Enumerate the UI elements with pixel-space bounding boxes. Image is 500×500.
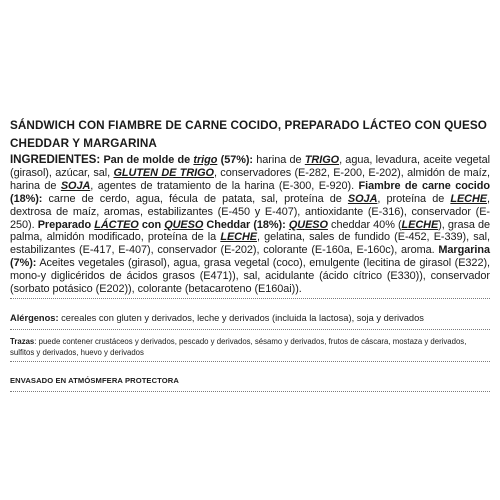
allergens-text: cereales con gluten y derivados, leche y derivados (incluida la lactosa), soja y derivados [58,313,424,323]
traces-label: Trazas [10,337,35,346]
meat-text-2: , proteína de [377,192,451,205]
divider [10,298,490,299]
allergen-gluten-de-trigo: GLUTEN DE TRIGO [113,166,214,179]
allergen-trigo-name: trigo [193,154,218,166]
allergen-trigo: TRIGO [304,154,340,166]
traces-text: : puede contener crustáceos y derivados, pescado y derivados, sésamo y derivados, frutos de cáscara, mostaza y derivados, sulfitos y derivados, huevo y derivados [10,337,467,357]
meat-name: Fiambre de carne cocido (18%): [10,179,490,205]
packaging-note: ENVASADO EN ATMÓSMFERA PROTECTORA [10,376,179,385]
meat-text-1: carne de cerdo, agua, fécula de patata, sal, proteína de [42,192,348,205]
bread-text-2: , agua, levadura, aceite vegetal (girasol), azúcar, sal, [10,154,490,179]
dairy-name-text: Preparado [37,218,95,231]
ingredients-header: INGREDIENTES: [10,153,101,166]
divider [10,361,490,362]
bread-text-1: harina de [253,154,305,166]
bread-name [103,154,253,166]
dairy-name-con: con [138,218,165,231]
allergen-soja-meat: SOJA [347,192,378,205]
bread-text-3: , conservadores (E-282, E-200, E-202), almidón de maíz, harina de [10,166,490,192]
margarine-name: Margarina (7%): [10,244,490,270]
bread-name-text: Pan de molde de [103,154,194,166]
bread-name-pct: (57%): [217,154,254,166]
allergen-leche-meat: LECHE [450,192,488,205]
allergens-section [10,312,490,324]
ingredients-section [10,154,490,296]
allergen-lacteo: LÁCTEO [94,218,139,231]
product-title: SÁNDWICH CON FIAMBRE DE CARNE COCIDO, PREPARADO LÁCTEO CON QUESO CHEDDAR Y MARGARINA [10,119,487,150]
allergen-queso: QUESO [288,218,328,231]
dairy-text-3: , gelatina, sales de fundido (E-452, E-339), sal, estabilizantes (E-417, E-407), conservador (E-202), colorante (E-160a, E-160c), aroma. [10,231,490,257]
allergen-queso-name: QUESO [164,218,204,231]
dairy-name-pct: Cheddar (18%): [203,218,286,231]
meat-text-3: , dextrosa de maíz, aromas, estabilizantes (E-450 y E-407), antioxidante (E-316), conservador (E-250). [10,192,491,231]
traces-section [10,336,490,358]
allergens-label: Alérgenos: [10,313,59,323]
margarine-text: Aceites vegetales (girasol), agua, grasa vegetal (coco), emulgente (lecitina de girasol (E322), mono-y diglicéridos de ácidos grasos (E471)), sal, acidulante (ácido cítrico (E330)), conservador (sorbato potásico (E202)), colorante (betacaroteno (E160ai)). [10,257,490,296]
allergen-leche-dairy-2: LECHE [220,231,258,244]
divider [10,391,490,392]
allergen-leche-dairy-1: LECHE [401,218,439,231]
dairy-text-2: ), grasa de palma, almidón modificado, proteína de la [10,218,490,244]
dairy-text-1: cheddar 40% ( [327,218,402,231]
divider [10,329,490,330]
allergen-soja: SOJA [60,179,91,192]
dairy-name [38,219,286,231]
bread-text-4: , agentes de tratamiento de la harina (E-300, E-920). [90,179,355,192]
